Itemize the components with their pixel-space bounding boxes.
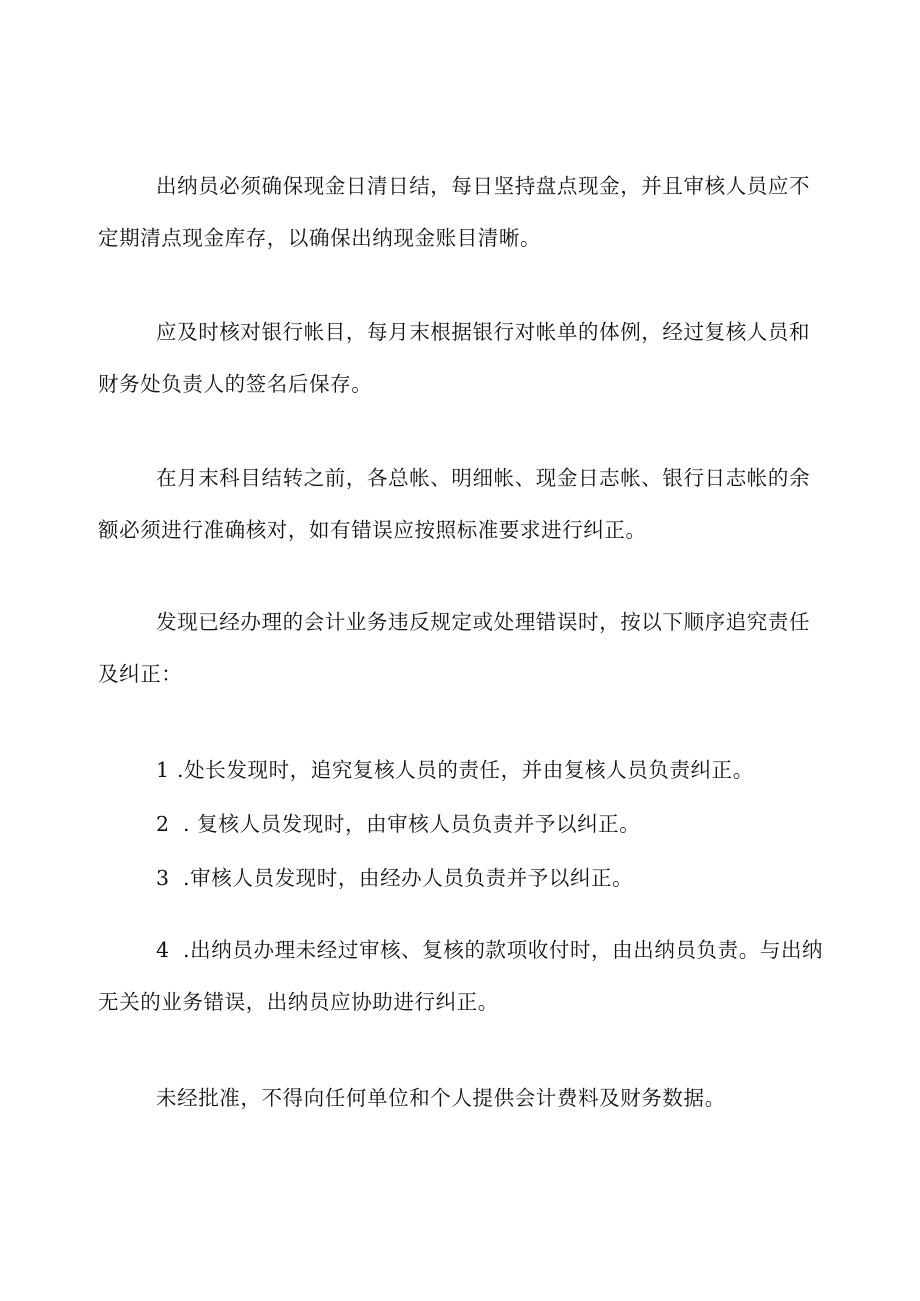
list-item-text: .出纳员办理未经过审核、复核的款项收付时，由出纳员负责。与出纳无关的业务错误，出纳员应协助进行纠正。: [98, 938, 824, 1014]
list-item-text: .审核人员发现时，由经办人员负责并予以纠正。: [183, 866, 634, 890]
list-item-number: 3: [156, 866, 170, 890]
paragraph-data-confidentiality: 未经批准，不得向任何单位和个人提供会计费料及财务数据。: [156, 1086, 726, 1110]
paragraph-cash-daily-check: 出纳员必须确保现金日清日结，每日坚持盘点现金，并且审核人员应不定期清点现金库存，以确保出纳现金账目清晰。: [98, 174, 811, 250]
list-item-number: 4: [156, 938, 170, 962]
list-item: [98, 798, 824, 850]
list-item-number: 1: [156, 758, 170, 782]
paragraph-error-accountability: 发现已经办理的会计业务违反规定或处理错误时，按以下顺序追究责任及纠正：: [98, 610, 811, 686]
paragraph-bank-reconciliation: 应及时核对银行帐目，每月末根据银行对帐单的体例，经过复核人员和财务处负责人的签名后保存。: [98, 320, 811, 396]
list-item-text: . 复核人员发现时，由审核人员负责并予以纠正。: [183, 812, 641, 836]
paragraph-month-end-balance: 在月末科目结转之前，各总帐、明细帐、现金日志帐、银行日志帐的余额必须进行准确核对，如有错误应按照标准要求进行纠正。: [98, 466, 811, 542]
list-item: [98, 744, 824, 796]
list-item-number: 2: [156, 812, 170, 836]
list-item: [98, 924, 824, 1028]
list-item: [98, 852, 824, 904]
list-item-text: .处长发现时，追究复核人员的责任，并由复核人员负责纠正。: [177, 758, 754, 782]
